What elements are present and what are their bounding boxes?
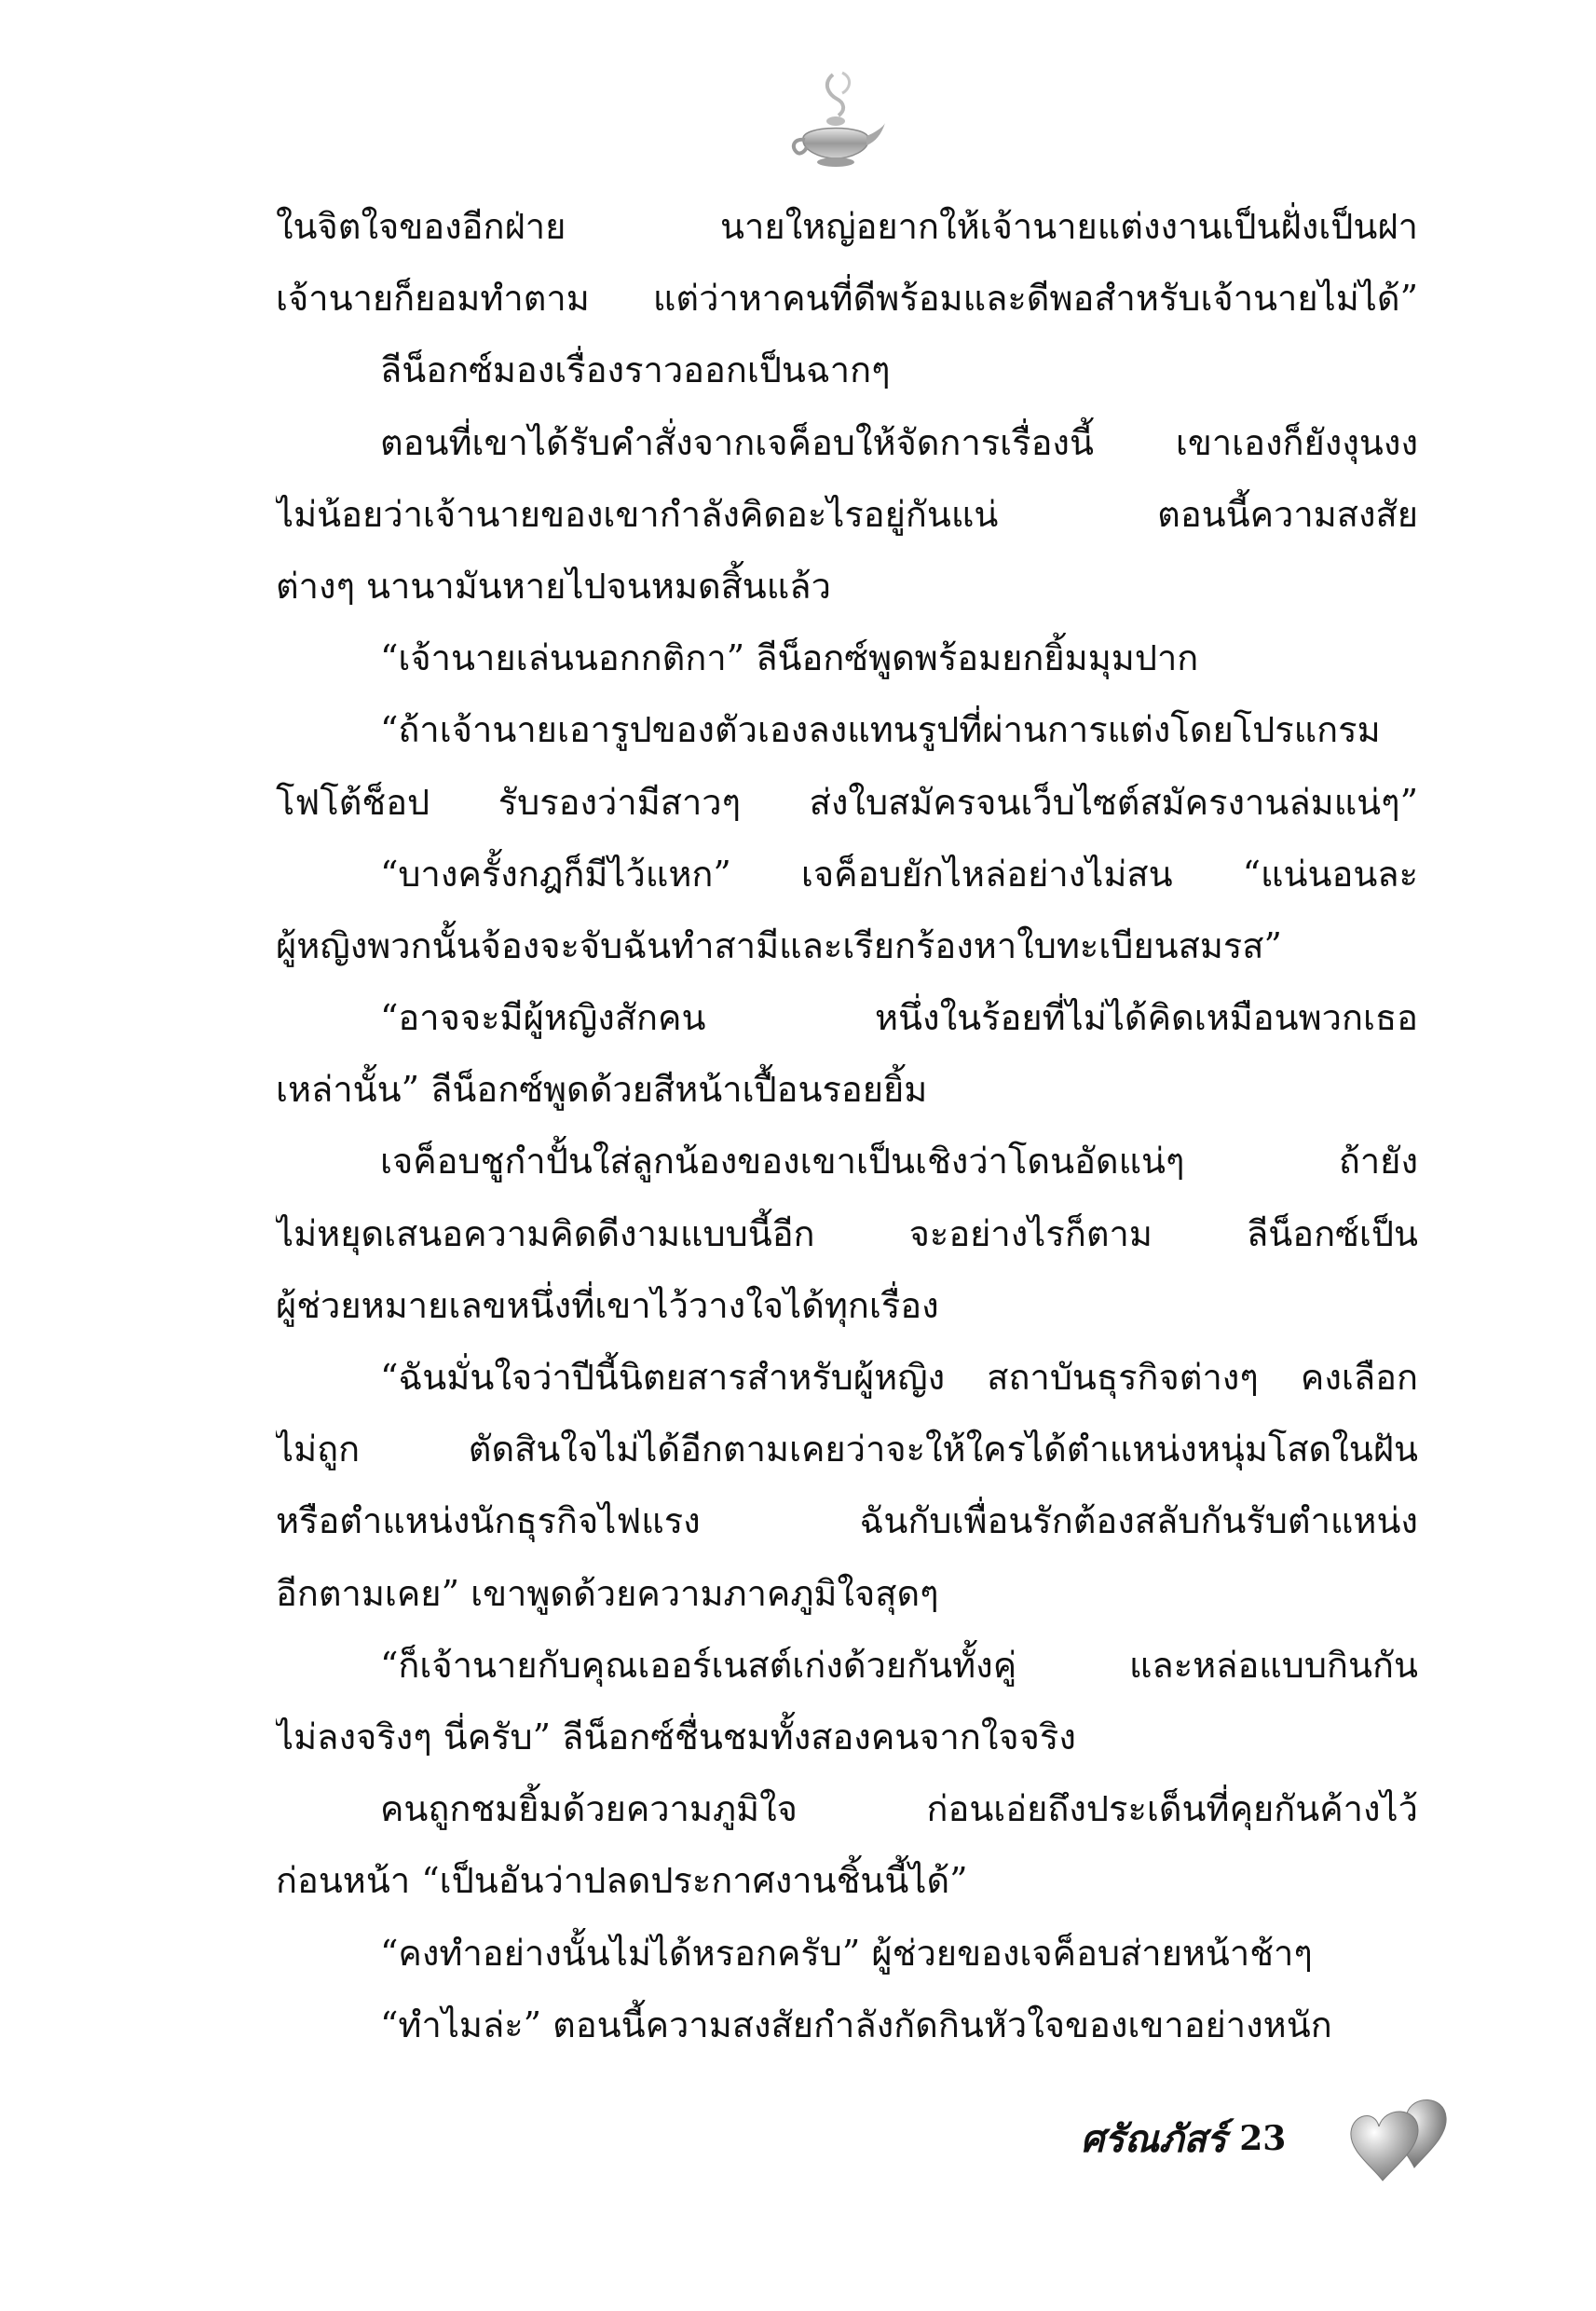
- body-text: [276, 191, 1418, 2061]
- text-line: หรือตำแหน่งนักธุรกิจไฟแรง ฉันกับเพื่อนรักต้องสลับกันรับตำแหน่ง: [276, 1500, 1418, 1542]
- text-line: เจค็อบชูกำปั้นใส่ลูกน้องของเขาเป็นเชิงว่าโดนอัดแน่ๆ ถ้ายัง: [380, 1141, 1418, 1183]
- page-number: 23: [1239, 2119, 1287, 2158]
- text-line: ลีน็อกซ์มองเรื่องราวออกเป็นฉากๆ: [380, 349, 891, 391]
- text-line: ไม่หยุดเสนอความคิดดีงามแบบนี้อีก จะอย่างไรก็ตาม ลีน็อกซ์เป็น: [276, 1212, 1418, 1254]
- text-line: “คงทำอย่างนั้นไม่ได้หรอกครับ” ผู้ช่วยของเจค็อบส่ายหน้าช้าๆ: [380, 1932, 1313, 1974]
- text-line: ก่อนหน้า “เป็นอันว่าปลดประกาศงานชิ้นนี้ได้”: [276, 1860, 968, 1902]
- hearts-icon: [1342, 2087, 1463, 2190]
- text-line: “ทำไมล่ะ” ตอนนี้ความสงสัยกำลังกัดกินหัวใจของเขาอย่างหนัก: [380, 2003, 1332, 2045]
- text-line: ผู้ช่วยหมายเลขหนึ่งที่เขาไว้วางใจได้ทุกเรื่อง: [276, 1284, 939, 1326]
- text-line: “อาจจะมีผู้หญิงสักคน หนึ่งในร้อยที่ไม่ได้คิดเหมือนพวกเธอ: [380, 997, 1418, 1039]
- text-line: เหล่านั้น” ลีน็อกซ์พูดด้วยสีหน้าเปื้อนรอยยิ้ม: [276, 1069, 928, 1111]
- text-line: อีกตามเคย” เขาพูดด้วยความภาคภูมิใจสุดๆ: [276, 1572, 939, 1614]
- text-line: “เจ้านายเล่นนอกกติกา” ลีน็อกซ์พูดพร้อมยกยิ้มมุมปาก: [380, 637, 1199, 679]
- text-line: “ถ้าเจ้านายเอารูปของตัวเองลงแทนรูปที่ผ่านการแต่งโดยโปรแกรม: [380, 709, 1381, 751]
- text-line: ผู้หญิงพวกนั้นจ้องจะจับฉันทำสามีและเรียกร้องหาใบทะเบียนสมรส”: [276, 924, 1282, 966]
- magic-lamp-icon: [784, 65, 887, 177]
- text-line: ไม่น้อยว่าเจ้านายของเขากำลังคิดอะไรอยู่กันแน่ ตอนนี้ความสงสัย: [276, 493, 1418, 535]
- text-line: ตอนที่เขาได้รับคำสั่งจากเจค็อบให้จัดการเรื่องนี้ เขาเองก็ยังงุนงง: [380, 421, 1418, 463]
- text-line: ไม่ลงจริงๆ นี่ครับ” ลีน็อกซ์ชื่นชมทั้งสองคนจากใจจริง: [276, 1716, 1076, 1757]
- page-footer: [1081, 2111, 1286, 2167]
- text-line: ในจิตใจของอีกฝ่าย นายใหญ่อยากให้เจ้านายแต่งงานเป็นฝั่งเป็นฝา: [276, 206, 1418, 247]
- text-line: “บางครั้งกฎก็มีไว้แหก” เจค็อบยักไหล่อย่างไม่สน “แน่นอนละ: [380, 853, 1418, 895]
- text-line: เจ้านายก็ยอมทำตาม แต่ว่าหาคนที่ดีพร้อมและดีพอสำหรับเจ้านายไม่ได้”: [276, 278, 1418, 320]
- text-line: “ก็เจ้านายกับคุณเออร์เนสต์เก่งด้วยกันทั้งคู่ และหล่อแบบกินกัน: [380, 1644, 1418, 1686]
- author-name: ศรัณภัสร์: [1081, 2118, 1227, 2161]
- text-line: โฟโต้ช็อป รับรองว่ามีสาวๆ ส่งใบสมัครจนเว็บไซต์สมัครงานล่มแน่ๆ”: [276, 781, 1418, 823]
- text-line: ไม่ถูก ตัดสินใจไม่ได้อีกตามเคยว่าจะให้ใครได้ตำแหน่งหนุ่มโสดในฝัน: [276, 1429, 1418, 1470]
- text-line: คนถูกชมยิ้มด้วยความภูมิใจ ก่อนเอ่ยถึงประเด็นที่คุยกันค้างไว้: [380, 1788, 1418, 1830]
- text-line: “ฉันมั่นใจว่าปีนี้นิตยสารสำหรับผู้หญิง สถาบันธุรกิจต่างๆ คงเลือก: [380, 1357, 1418, 1398]
- text-line: ต่างๆ นานามันหายไปจนหมดสิ้นแล้ว: [276, 565, 831, 607]
